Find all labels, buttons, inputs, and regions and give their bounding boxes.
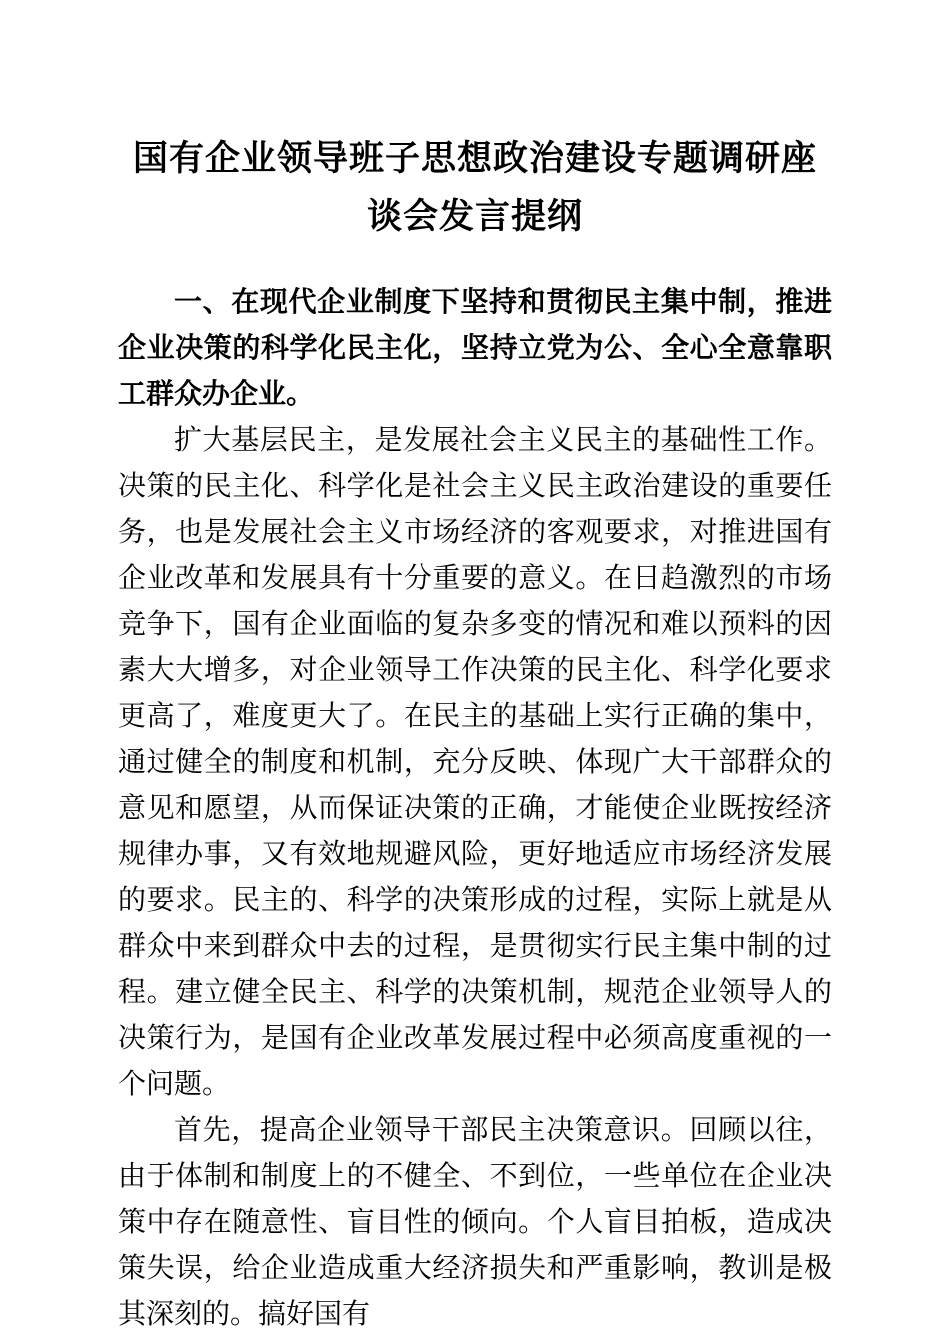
body-paragraph: 首先，提高企业领导干部民主决策意识。回顾以往，由于体制和制度上的不健全、不到位，一些单位在企业决策中存在随意性、盲目性的倾向。个人盲目拍板，造成决策失误，给企业造成重大经济损失和严重影响，教训是极其深刻的。搞好国有 [118, 1115, 832, 1330]
body-paragraph: 扩大基层民主，是发展社会主义民主的基础性工作。决策的民主化、科学化是社会主义民主政治建设的重要任务，也是发展社会主义市场经济的客观要求，对推进国有企业改革和发展具有十分重要的意义。在日趋激烈的市场竞争下，国有企业面临的复杂多变的情况和难以预料的因素大大增多，对企业领导工作决策的民主化、科学化要求更高了，难度更大了。在民主的基础上实行正确的集中，通过健全的制度和机制，充分反映、体现广大干部群众的意见和愿望，从而保证决策的正确，才能使企业既按经济规律办事，又有效地规避风险，更好地适应市场经济发展的要求。民主的、科学的决策形成的过程，实际上就是从群众中来到群众中去的过程，是贯彻实行民主集中制的过程。建立健全民主、科学的决策机制，规范企业领导人的决策行为，是国有企业改革发展过程中必须高度重视的一个问题。 [118, 425, 832, 1100]
section-heading: 一、在现代企业制度下坚持和贯彻民主集中制，推进企业决策的科学化民主化，坚持立党为公、全心全意靠职工群众办企业。 [118, 287, 832, 410]
document-title: 国有企业领导班子思想政治建设专题调研座谈会发言提纲 [132, 139, 817, 236]
